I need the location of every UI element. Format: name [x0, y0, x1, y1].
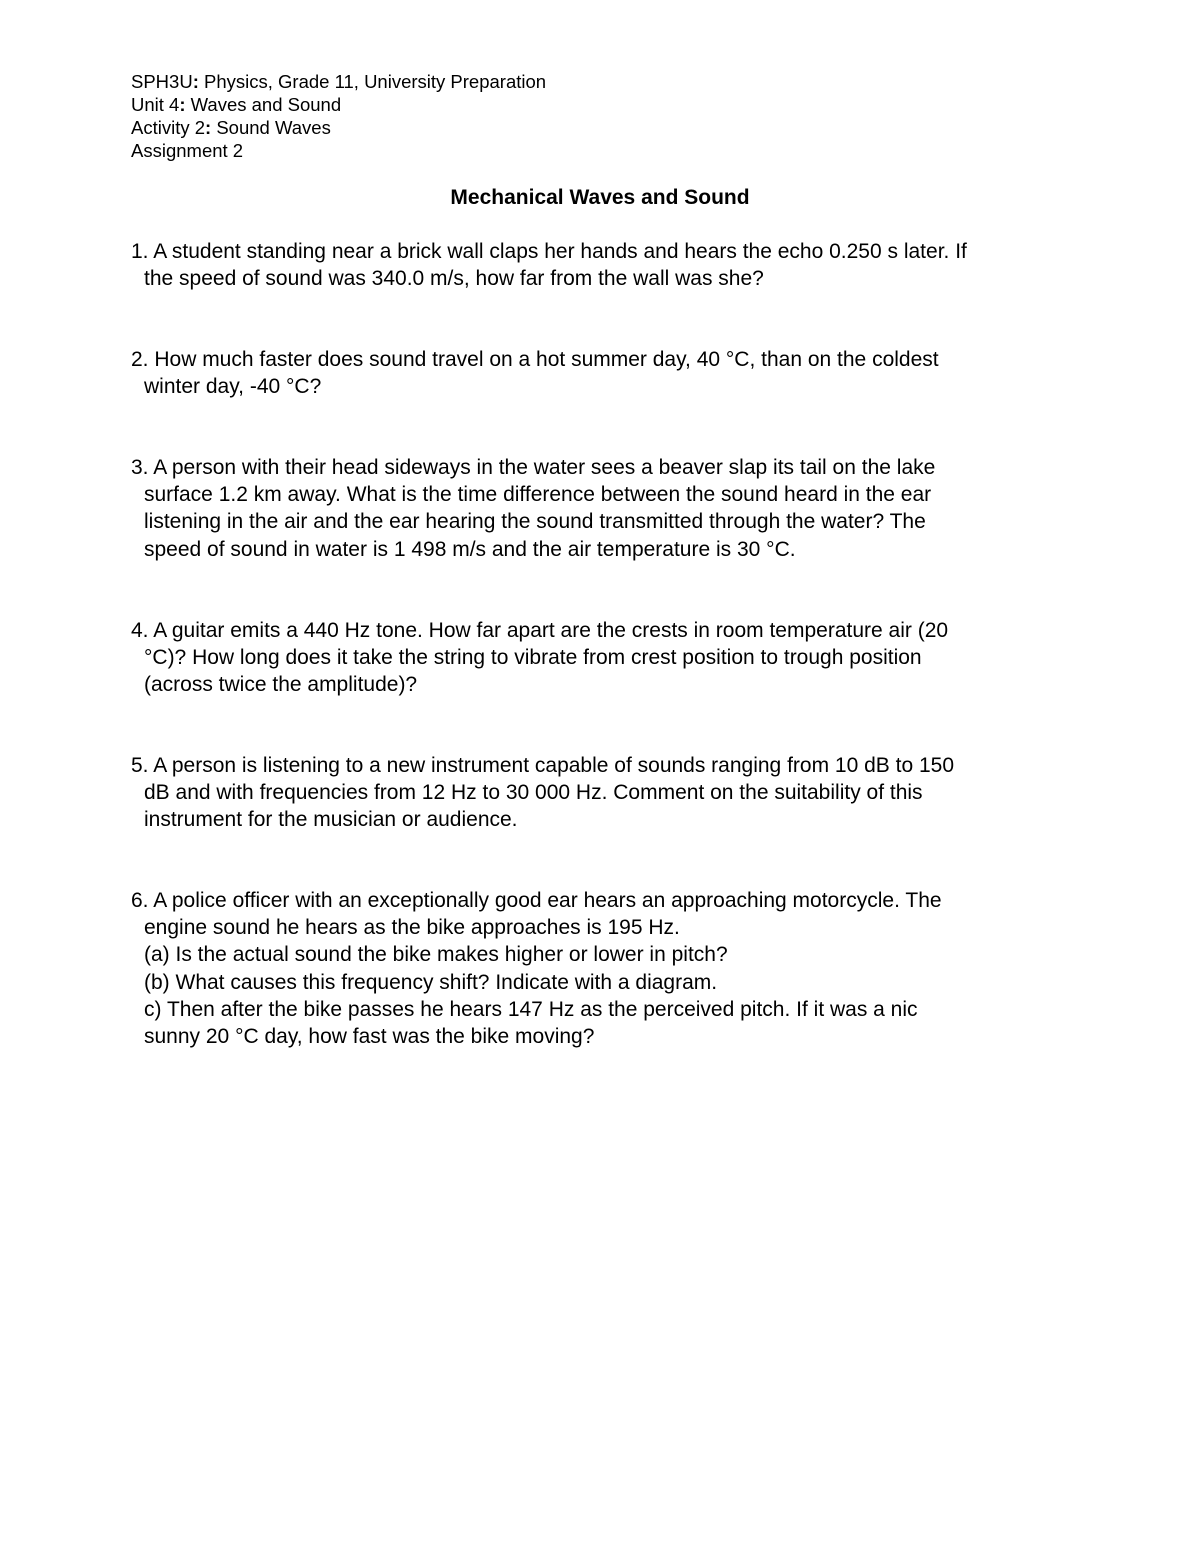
question-line: instrument for the musician or audience.: [144, 808, 518, 832]
question-line: °C)? How long does it take the string to vibrate from crest position to trough position: [144, 646, 922, 670]
question-line: surface 1.2 km away. What is the time difference between the sound heard in the ear: [144, 483, 932, 507]
course-description: Physics, Grade 11, University Preparation: [204, 71, 547, 92]
question-subpart-a: (a) Is the actual sound the bike makes higher or lower in pitch?: [144, 943, 728, 967]
activity-name: Sound Waves: [216, 117, 331, 138]
question-line: speed of sound in water is 1 498 m/s and the air temperature is 30 °C.: [144, 537, 796, 561]
question-subpart-b: (b) What causes this frequency shift? Indicate with a diagram.: [144, 970, 718, 994]
question-line: 3. A person with their head sideways in the water sees a beaver slap its tail on the lake: [131, 456, 936, 479]
question-line: sunny 20 °C day, how fast was the bike moving?: [144, 1025, 595, 1049]
unit-line: Unit 4: Waves and Sound: [131, 94, 342, 115]
question-line: 6. A police officer with an exceptionally good ear hears an approaching motorcycle. The: [131, 889, 942, 912]
course-code: SPH3U: [131, 71, 193, 92]
question-4: [131, 617, 1091, 699]
question-2: [131, 346, 1091, 400]
question-line: the speed of sound was 340.0 m/s, how far from the wall was she?: [144, 267, 764, 291]
question-1: [131, 238, 1091, 292]
question-5: [131, 752, 1091, 834]
question-3: [131, 454, 1091, 563]
question-line: (across twice the amplitude)?: [144, 673, 418, 697]
question-line: 4. A guitar emits a 440 Hz tone. How far apart are the crests in room temperature air (20: [131, 619, 949, 642]
activity-label: Activity 2: [131, 117, 206, 138]
page-title: Mechanical Waves and Sound: [450, 186, 750, 209]
question-6: [131, 887, 1091, 1050]
question-line: 1. A student standing near a brick wall claps her hands and hears the echo 0.250 s later. If: [131, 240, 967, 263]
unit-label: Unit 4: [131, 94, 180, 115]
activity-line: Activity 2: Sound Waves: [131, 117, 331, 138]
course-line: SPH3U: Physics, Grade 11, University Preparation: [131, 71, 547, 92]
assignment-line: Assignment 2: [131, 140, 244, 161]
document-header: [131, 70, 546, 162]
question-line: 2. How much faster does sound travel on a hot summer day, 40 °C, than on the coldest: [131, 348, 939, 371]
unit-name: Waves and Sound: [190, 94, 342, 115]
question-line: 5. A person is listening to a new instrument capable of sounds ranging from 10 dB to 150: [131, 754, 955, 777]
question-line: winter day, -40 °C?: [144, 375, 322, 399]
question-subpart-c: c) Then after the bike passes he hears 147 Hz as the perceived pitch. If it was a nic: [144, 997, 918, 1021]
question-line: dB and with frequencies from 12 Hz to 30 000 Hz. Comment on the suitability of this: [144, 781, 923, 805]
question-line: engine sound he hears as the bike approaches is 195 Hz.: [144, 916, 680, 940]
question-line: listening in the air and the ear hearing the sound transmitted through the water? The: [144, 510, 926, 534]
